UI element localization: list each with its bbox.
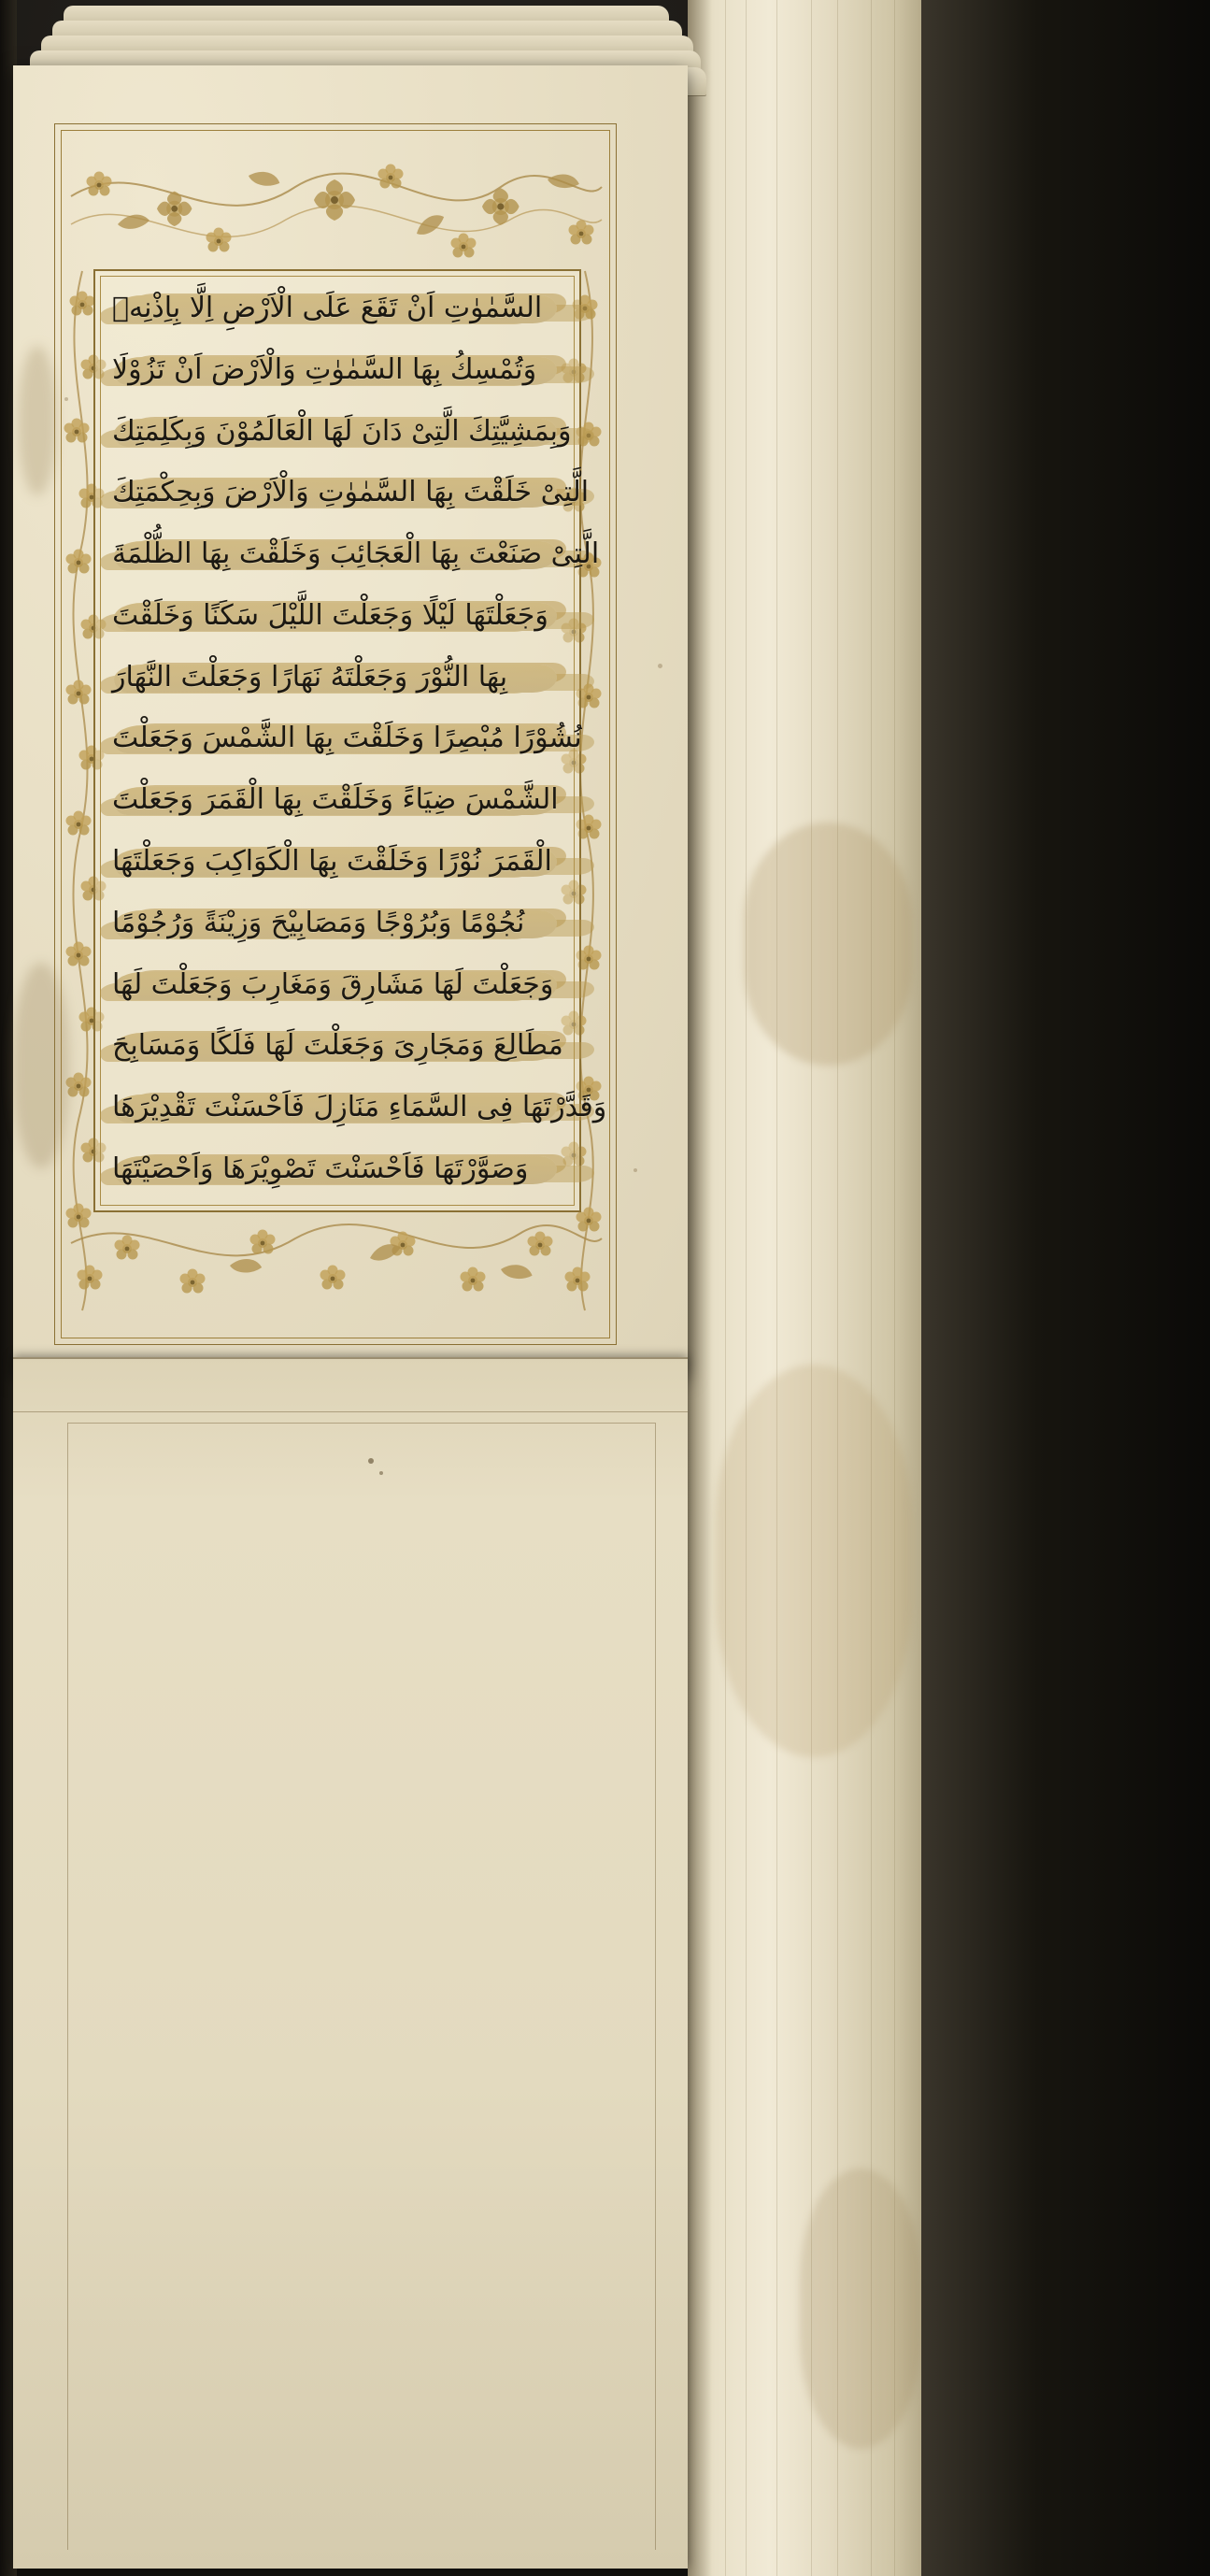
text-line [112, 837, 559, 886]
text-line [112, 714, 582, 763]
text-line [112, 1022, 563, 1070]
text-line [112, 284, 559, 333]
text-line-content: وَقَدَّرْتَهَا فِى السَّمَاءِ مَنَازِلَ فَاَحْسَنْتَ تَقْدِيْرَهَا [112, 1091, 607, 1124]
text-line [112, 776, 559, 824]
text-line-content: وَصَوَّرْتَهَا فَاَحْسَنْتَ تَصْوِيْرَهَا وَاَحْصَيْتَهَا [112, 1152, 529, 1185]
text-line-content: نُجُوْمًا وَبُرُوْجًا وَمَصَابِيْحَ وَزِيْنَةً وَرُجُوْمًا [112, 906, 525, 939]
text-line-content: وَجَعَلْتَ لَهَا مَشَارِقَ وَمَغَارِبَ وَجَعَلْتَ لَهَا [112, 967, 554, 1001]
gutter-shadow [688, 0, 712, 2576]
text-line-content: مَطَالِعَ وَمَجَارِىَ وَجَعَلْتَ لَهَا فَلَكًا وَمَسَابِحَ [112, 1029, 563, 1063]
text-line-content: وَبِمَشِيَّتِكَ الَّتِىْ دَانَ لَهَا الْعَالَمُوْنَ وَبِكَلِمَتِكَ [112, 414, 572, 448]
text-line-content: الَّتِىْ خَلَقْتَ بِهَا السَّمٰوٰتِ وَالْاَرْضَ وَبِحِكْمَتِكَ [112, 476, 590, 509]
text-line [112, 899, 559, 948]
folio-lower-edge [13, 1357, 688, 2569]
text-line-content: الْقَمَرَ نُوْرًا وَخَلَقْتَ بِهَا الْكَوَاكِبَ وَجَعَلْتَهَا [112, 845, 552, 879]
text-line [112, 592, 559, 640]
paper-stain [13, 963, 69, 1168]
text-line [112, 1145, 559, 1194]
calligraphy-text-block [99, 275, 607, 1203]
text-line-content: نُشُوْرًا مُبْصِرًا وَخَلَقْتَ بِهَا الشَّمْسَ وَجَعَلْتَ [112, 722, 582, 755]
paper-stain [19, 346, 56, 495]
lower-frame-rule [67, 1423, 656, 2550]
text-line-content: الَّتِىْ صَنَعْتَ بِهَا الْعَجَائِبَ وَخَلَقْتَ بِهَا الظُّلْمَةَ [112, 537, 600, 571]
fold-crease [13, 1357, 688, 1359]
text-line [112, 468, 590, 517]
text-line [112, 408, 572, 456]
text-line-content: بِهَا النُّوْرَ وَجَعَلْتَهُ نَهَارًا وَجَعَلْتَ النَّهَارَ [112, 660, 508, 694]
text-line-content: وَجَعَلْتَهَا لَيْلًا وَجَعَلْتَ اللَّيْلَ سَكَنًا وَخَلَقْتَ [112, 598, 548, 632]
text-line-content: السَّمٰوٰتِ اَنْ تَقَعَ عَلَى الْاَرْضِ اِلَّا بِاِذْنِهٖ [112, 292, 543, 324]
text-line-content: الشَّمْسَ ضِيَاءً وَخَلَقْتَ بِهَا الْقَمَرَ وَجَعَلْتَ [112, 783, 559, 817]
folio-recto [13, 65, 688, 1374]
text-line [112, 961, 559, 1009]
text-line [112, 653, 559, 702]
book-fore-edge [688, 0, 921, 2576]
text-line [112, 346, 559, 394]
right-dark-background [921, 0, 1210, 2576]
text-line [112, 1083, 607, 1132]
text-line [112, 530, 600, 579]
text-line-content: وَتُمْسِكُ بِهَا السَّمٰوٰتِ وَالْاَرْضَ اَنْ تَزُوْلَا [112, 352, 537, 386]
